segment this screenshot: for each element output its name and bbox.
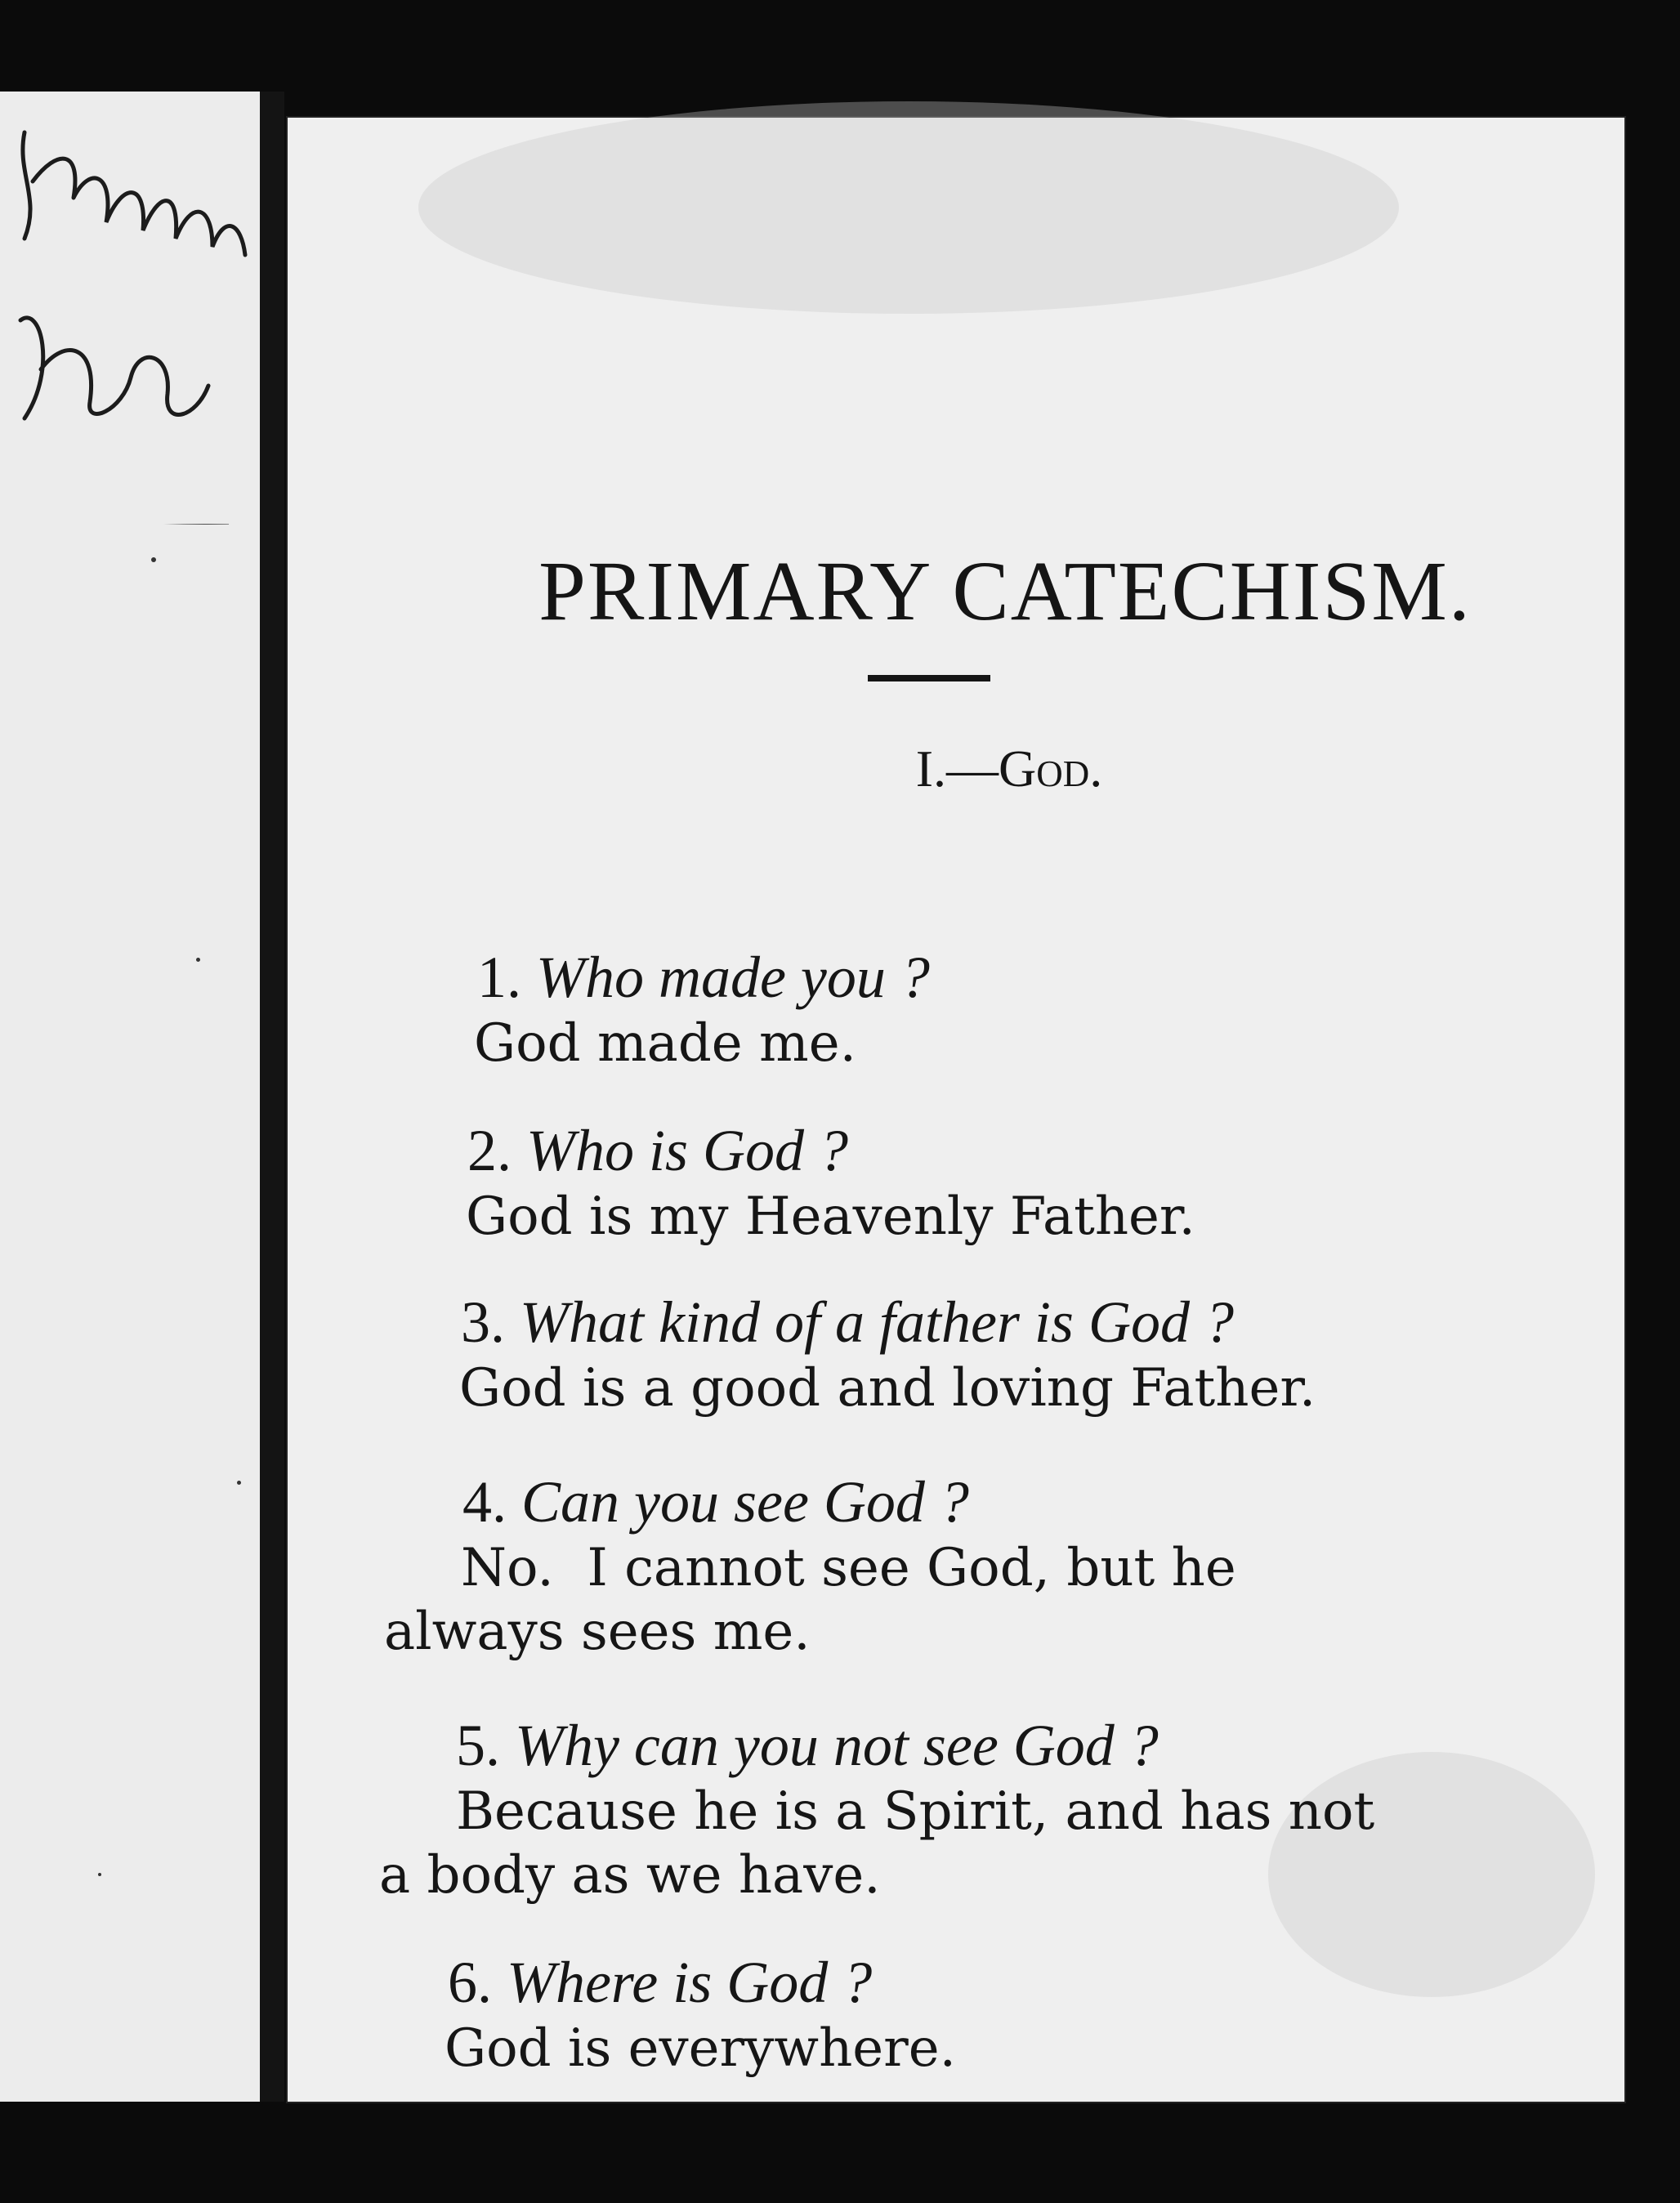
answer-line: God made me. bbox=[474, 1013, 856, 1074]
answer-line: always sees me. bbox=[384, 1602, 811, 1662]
question-number: 6. bbox=[448, 1950, 492, 2015]
question-text: Can you see God ? bbox=[521, 1469, 969, 1535]
title-divider bbox=[868, 675, 990, 681]
question bbox=[288, 943, 1628, 1012]
answer bbox=[288, 1356, 1628, 1420]
catechism-page bbox=[286, 116, 1626, 2103]
qa-item-4 bbox=[288, 1468, 1628, 1664]
question-number: 5. bbox=[456, 1713, 500, 1778]
answer-line: No. I cannot see God, but he bbox=[461, 1538, 1236, 1598]
question bbox=[288, 1116, 1628, 1185]
question-text: Who made you ? bbox=[536, 945, 930, 1010]
question-text: What kind of a father is God ? bbox=[520, 1289, 1234, 1355]
book-binding bbox=[260, 92, 284, 2102]
answer-line: God is my Heavenly Father. bbox=[466, 1186, 1195, 1247]
qa-item-1 bbox=[288, 943, 1628, 1075]
question-number: 4. bbox=[462, 1469, 507, 1535]
left-facing-page bbox=[0, 92, 262, 2102]
section-heading bbox=[288, 739, 1624, 799]
answer bbox=[288, 1012, 1628, 1075]
question bbox=[288, 1288, 1628, 1356]
answer-line: a body as we have. bbox=[379, 1845, 881, 1906]
answer bbox=[288, 2017, 1628, 2080]
qa-item-5 bbox=[288, 1711, 1628, 1907]
question-number: 2. bbox=[467, 1118, 512, 1183]
question bbox=[288, 1711, 1628, 1780]
section-name: God. bbox=[999, 740, 1103, 798]
answer bbox=[288, 1185, 1628, 1249]
question-number: 1. bbox=[477, 945, 521, 1010]
answer bbox=[288, 1536, 1628, 1664]
handwritten-inscription bbox=[8, 100, 253, 525]
answer-line: God is a good and loving Father. bbox=[459, 1358, 1316, 1419]
section-numeral: I.— bbox=[915, 740, 999, 798]
qa-item-2 bbox=[288, 1116, 1628, 1249]
question bbox=[288, 1948, 1628, 2017]
question bbox=[288, 1468, 1628, 1536]
qa-item-6 bbox=[288, 1948, 1628, 2080]
answer-line: Because he is a Spirit, and has not bbox=[456, 1781, 1375, 1842]
question-number: 3. bbox=[461, 1289, 505, 1355]
answer bbox=[288, 1780, 1628, 1907]
qa-item-3 bbox=[288, 1288, 1628, 1420]
question-text: Where is God ? bbox=[507, 1950, 873, 2015]
page-title: PRIMARY CATECHISM. bbox=[538, 544, 1472, 638]
question-text: Why can you not see God ? bbox=[515, 1713, 1159, 1778]
question-text: Who is God ? bbox=[526, 1118, 848, 1183]
answer-line: God is everywhere. bbox=[445, 2018, 956, 2079]
